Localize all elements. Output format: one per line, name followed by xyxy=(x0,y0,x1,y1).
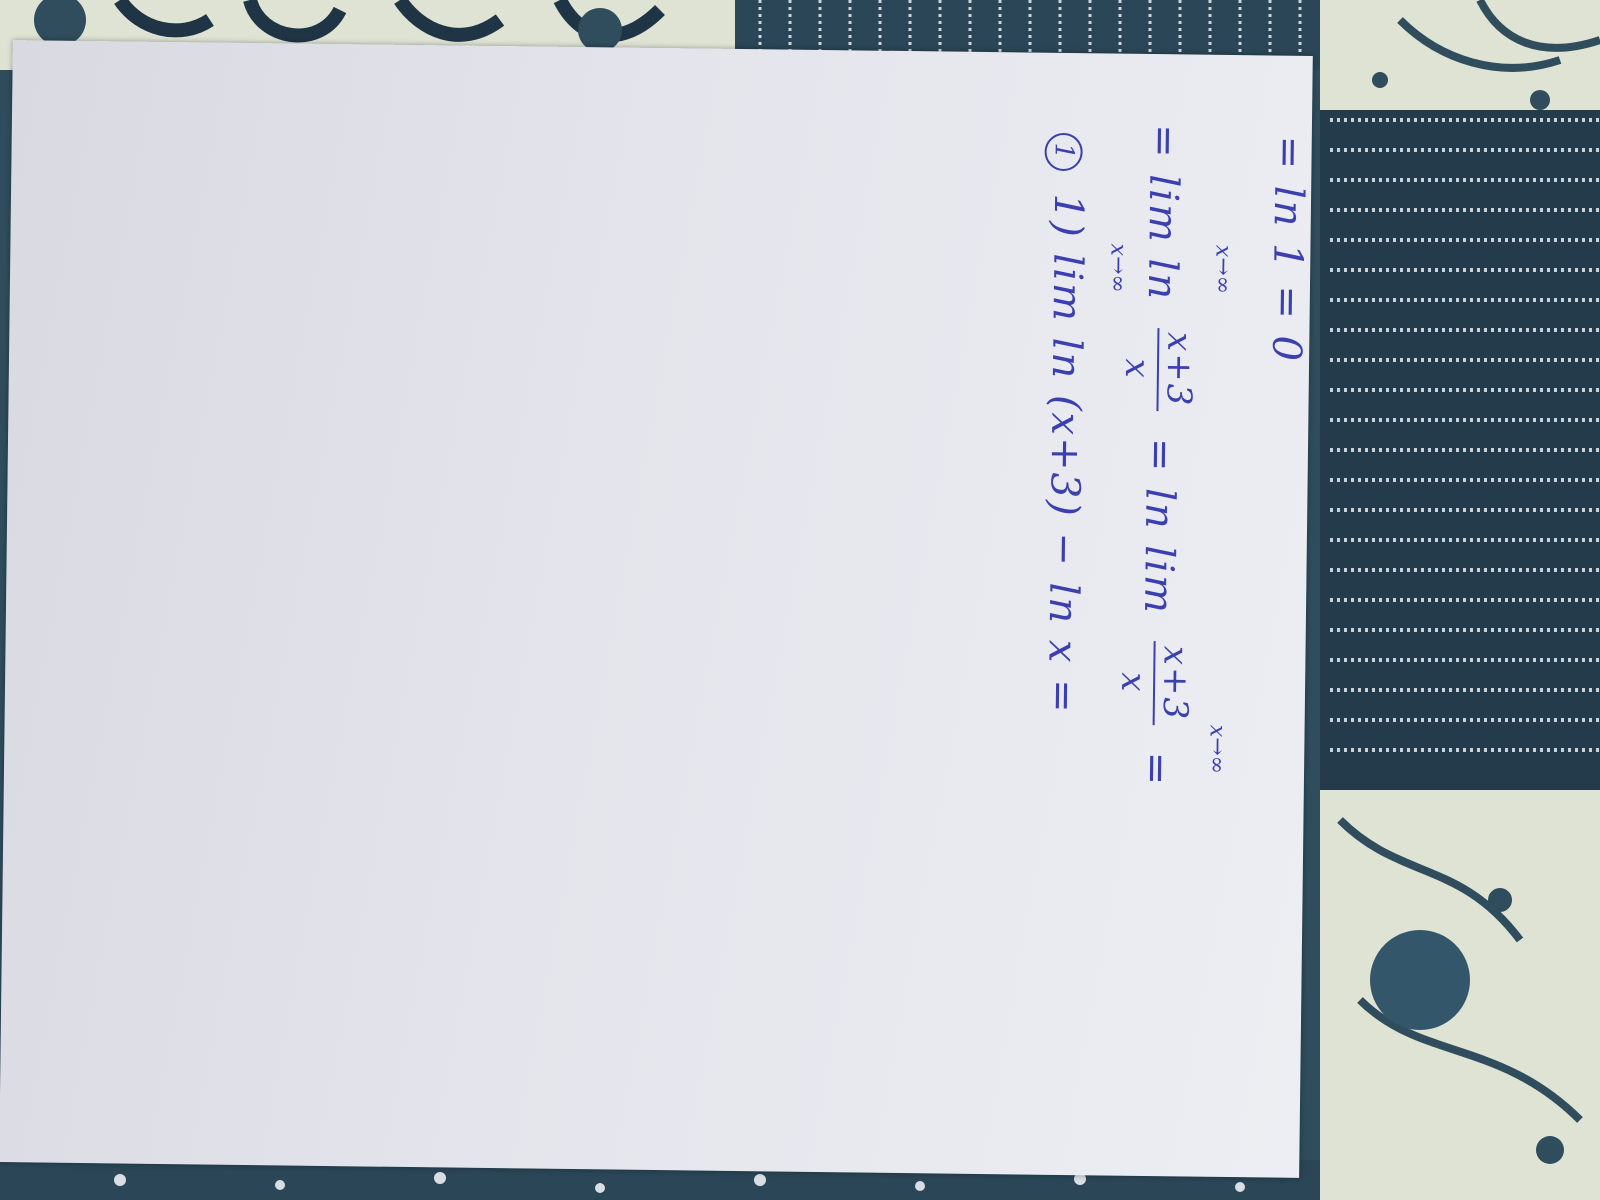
line2-subscript: x→∞ xyxy=(1209,244,1236,295)
fraction-1 xyxy=(1116,327,1199,411)
part-label: 1) xyxy=(1044,193,1092,240)
rotated-text-block xyxy=(1011,122,1322,1026)
line2-end: = xyxy=(1132,751,1180,788)
paper-sheet xyxy=(0,40,1313,1178)
handwritten-solution xyxy=(1011,122,1322,1026)
line1-subscript: x→∞ xyxy=(1104,243,1131,293)
line2-prefix: = lim ln xyxy=(1138,123,1187,302)
line2-mid: = ln lim xyxy=(1134,437,1184,616)
line-3: = ln 1 = 0 xyxy=(1263,135,1312,364)
line-2 xyxy=(1112,124,1202,788)
fraction-2 xyxy=(1113,641,1196,725)
fraction-2-numerator: x+3 xyxy=(1153,642,1196,726)
fraction-2-denominator: x xyxy=(1113,672,1154,694)
line2-subscript-2: x→∞ xyxy=(1204,724,1230,775)
fraction-1-numerator: x+3 xyxy=(1156,328,1199,412)
fraction-1-denominator: x xyxy=(1116,358,1158,381)
line1-expression: lim ln (x+3) − ln x = xyxy=(1038,253,1091,715)
line-1 xyxy=(1038,133,1092,715)
problem-number: 1 xyxy=(1044,133,1082,171)
